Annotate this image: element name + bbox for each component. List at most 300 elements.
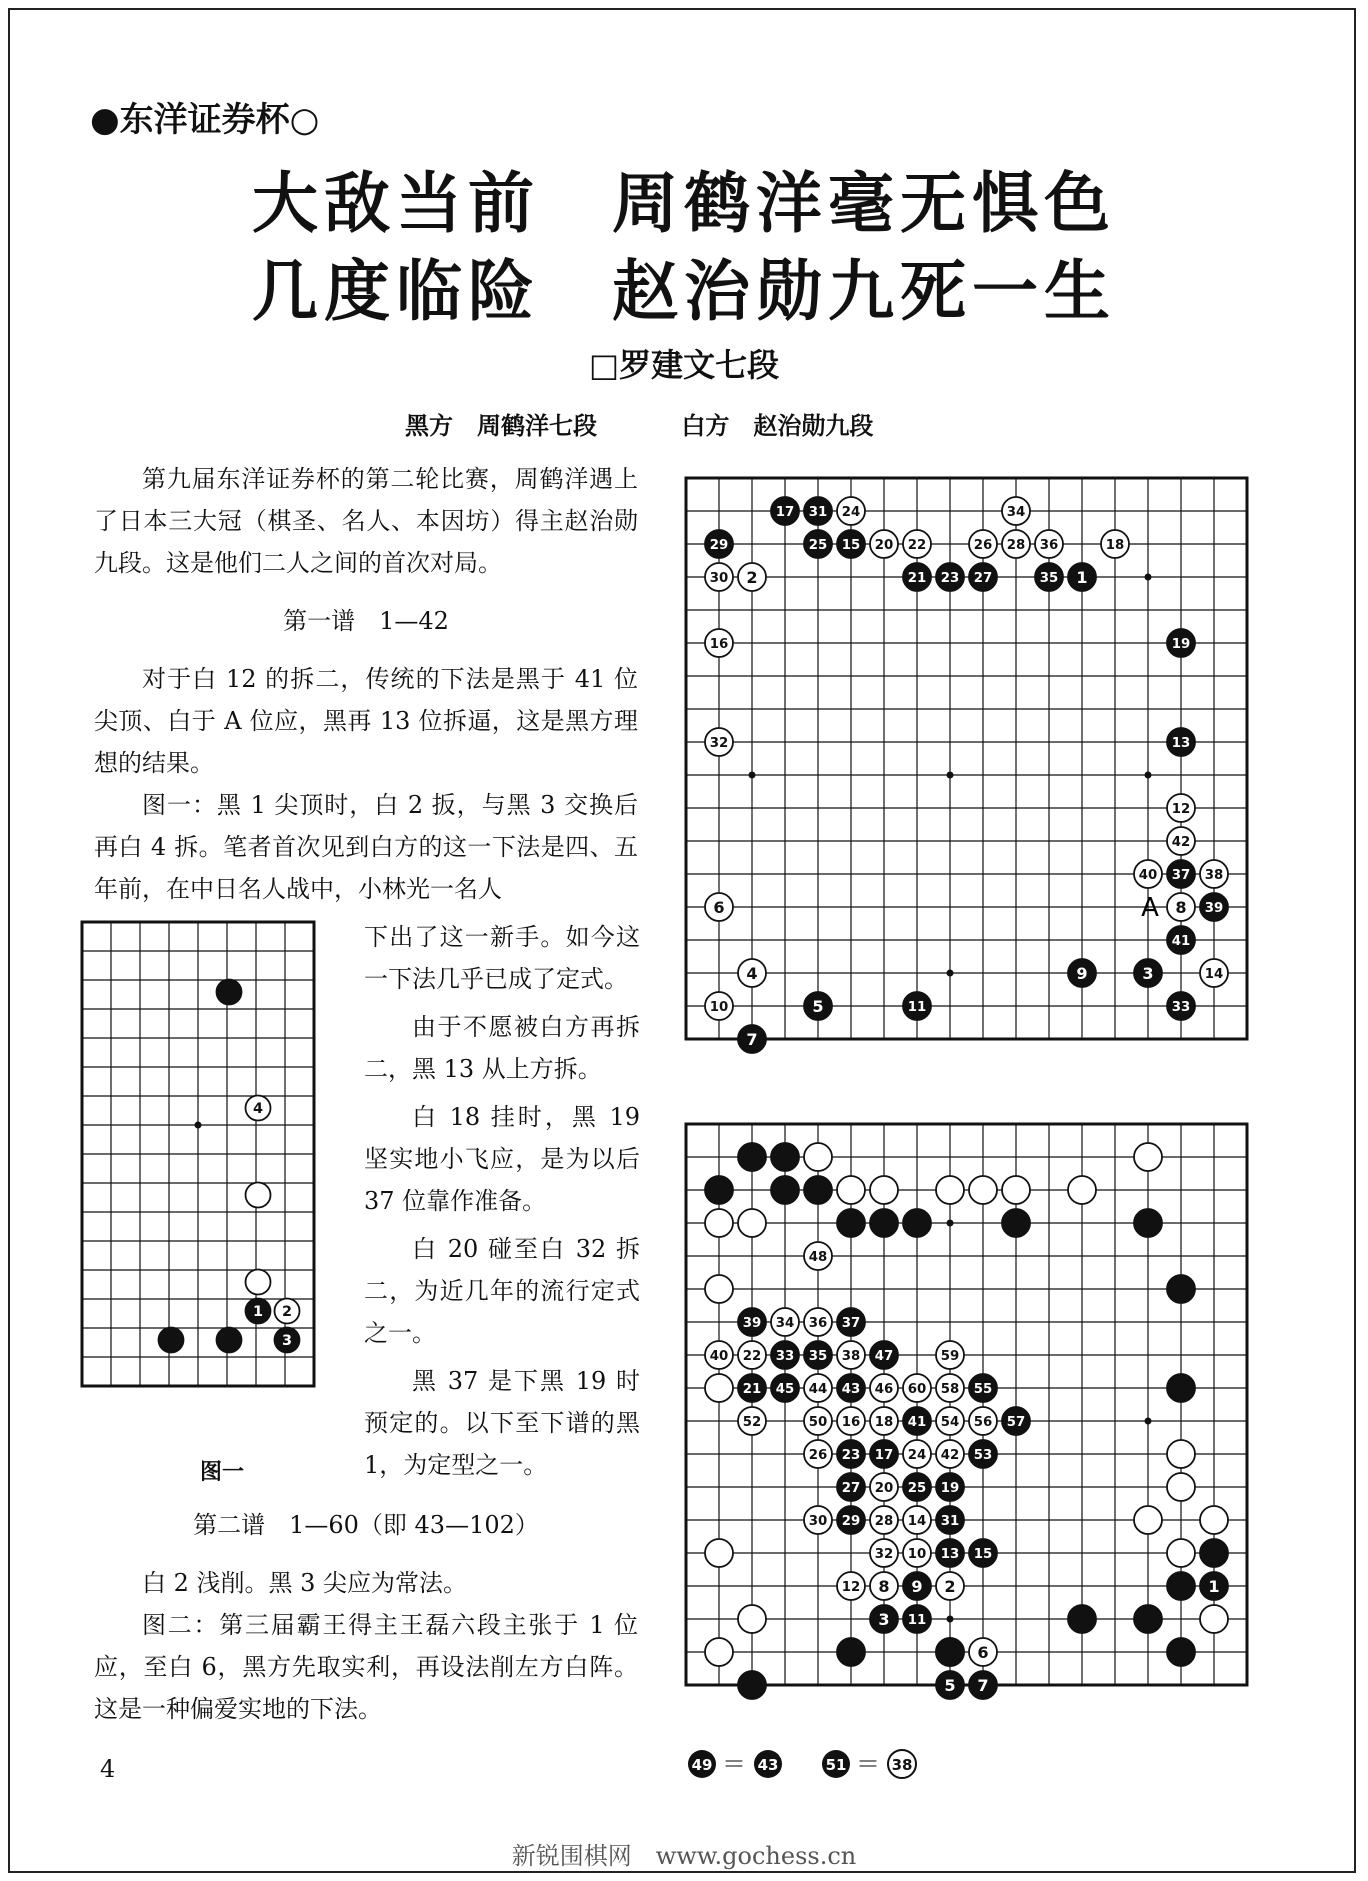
diagram-2-stone xyxy=(1167,1539,1195,1567)
diagram-2-stone xyxy=(837,1572,865,1600)
diagram-1-stone xyxy=(837,530,865,558)
diagram-2-stone xyxy=(804,1176,832,1204)
diagram-2-stone xyxy=(903,1407,931,1435)
move-number: 6 xyxy=(713,897,725,917)
diagram-1-stone xyxy=(1200,893,1228,921)
move-number: 26 xyxy=(973,537,993,553)
diagram-2-stone xyxy=(870,1473,898,1501)
diagram-2-stone xyxy=(936,1539,964,1567)
move-number: 6 xyxy=(977,1642,989,1662)
black-stone xyxy=(1068,1605,1096,1633)
move-number: 32 xyxy=(709,735,729,751)
footer-watermark: 新锐围棋网 www.gochess.cn xyxy=(511,1842,857,1870)
move-number: 46 xyxy=(874,1381,894,1397)
move-number: 56 xyxy=(973,1414,993,1430)
move-number: 40 xyxy=(709,1348,729,1364)
star-point xyxy=(947,970,954,977)
diagram-2-stone xyxy=(1200,1539,1228,1567)
move-number: 26 xyxy=(808,1447,828,1463)
diagram-2-stone xyxy=(969,1638,997,1666)
diagram-2-stone xyxy=(738,1374,766,1402)
diagram-2-stone xyxy=(705,1638,733,1666)
white-stone xyxy=(1167,1440,1195,1468)
column-tag: ●东洋证券杯○ xyxy=(90,100,320,140)
note-2 xyxy=(822,1750,916,1778)
diagram-2-board xyxy=(684,1122,1284,1718)
move-number: 60 xyxy=(907,1381,927,1397)
move-number: 39 xyxy=(1204,900,1224,916)
black-stone xyxy=(936,1638,964,1666)
move-number: 33 xyxy=(775,1348,795,1364)
move-number: 45 xyxy=(775,1381,795,1397)
diagram-2-stone xyxy=(837,1176,865,1204)
diagram-2-stone xyxy=(870,1176,898,1204)
move-number: 34 xyxy=(775,1315,795,1331)
diagram-1-stone xyxy=(705,893,733,921)
move-number: 2 xyxy=(746,567,758,587)
diagram-1-stone xyxy=(837,497,865,525)
diagram-2-stone xyxy=(705,1539,733,1567)
white-stone xyxy=(1200,1605,1228,1633)
diagram-2-stone xyxy=(903,1209,931,1237)
diagram-1-stone xyxy=(1035,563,1063,591)
move-number: 7 xyxy=(977,1675,989,1695)
diagram-2-stone xyxy=(705,1209,733,1237)
white-stone xyxy=(969,1176,997,1204)
diagram-2-stone xyxy=(1167,1473,1195,1501)
white-stone xyxy=(705,1374,733,1402)
move-number: 10 xyxy=(907,1546,927,1562)
white-stone xyxy=(246,1270,271,1295)
figure-1-caption: 图一 xyxy=(200,1460,245,1485)
figure-1-stone xyxy=(275,1328,300,1353)
move-number: 53 xyxy=(973,1447,993,1463)
black-player: 黑方 周鹤洋七段 xyxy=(405,412,597,440)
diagram-2-stone xyxy=(738,1209,766,1237)
move-number: 18 xyxy=(1105,537,1125,553)
diagram-2-stone xyxy=(903,1572,931,1600)
black-stone xyxy=(837,1209,865,1237)
black-stone xyxy=(837,1638,865,1666)
move-number: 20 xyxy=(874,1480,894,1496)
white-player: 白方 赵治勋九段 xyxy=(681,412,874,440)
star-point xyxy=(1145,772,1152,779)
move-number: 2 xyxy=(281,1304,293,1321)
diagram-1-stone xyxy=(1200,959,1228,987)
diagram-1-stone xyxy=(1068,563,1096,591)
diagram-2-stone xyxy=(1200,1572,1228,1600)
white-stone xyxy=(246,1183,271,1208)
diagram-2-stone xyxy=(837,1638,865,1666)
move-number: 31 xyxy=(808,504,828,520)
move-number: 57 xyxy=(1006,1414,1026,1430)
diagram-2-stone xyxy=(870,1341,898,1369)
white-stone xyxy=(738,1209,766,1237)
diagram-2-stone xyxy=(837,1506,865,1534)
black-stone xyxy=(1167,1638,1195,1666)
article-column-top xyxy=(94,458,638,910)
white-stone xyxy=(738,1605,766,1633)
paragraph-1: 对于白 12 的拆二，传统的下法是黑于 41 位尖顶、白于 A 位应，黑再 13 位拆逼，这是黑方理想的结果。 xyxy=(94,665,638,777)
board-border xyxy=(686,1124,1247,1685)
move-number: 38 xyxy=(841,1348,861,1364)
black-stone xyxy=(159,1328,184,1353)
move-number: 14 xyxy=(907,1513,927,1529)
move-notes xyxy=(684,1744,944,1784)
diagram-2-stone xyxy=(837,1341,865,1369)
star-point xyxy=(195,1122,202,1129)
note-1-move-b: 43 xyxy=(757,1756,779,1774)
move-number: 41 xyxy=(1171,933,1191,949)
move-number: 55 xyxy=(973,1381,993,1397)
white-stone xyxy=(837,1176,865,1204)
diagram-1-stone xyxy=(705,629,733,657)
move-number: 9 xyxy=(1076,963,1088,983)
note-2-move-b: 38 xyxy=(891,1756,913,1774)
paragraph-2-continued: 下出了这一新手。如今这一下法几乎已成了定式。 xyxy=(364,923,640,993)
diagram-2-stone xyxy=(1167,1275,1195,1303)
move-number: 18 xyxy=(874,1414,894,1430)
move-number: 7 xyxy=(746,1029,758,1049)
diagram-2-stone xyxy=(771,1341,799,1369)
move-number: 4 xyxy=(252,1101,264,1118)
headline-line-1: 大敌当前 周鹤洋毫无惧色 xyxy=(252,165,1116,242)
move-number: 11 xyxy=(907,999,927,1015)
move-number: 48 xyxy=(808,1249,828,1265)
diagram-2-stone xyxy=(936,1638,964,1666)
diagram-2-stone xyxy=(969,1671,997,1699)
diagram-2-stone xyxy=(1167,1440,1195,1468)
diagram-2-stone xyxy=(738,1143,766,1171)
move-number: 36 xyxy=(808,1315,828,1331)
paragraph-5: 白 20 碰至白 32 拆二，为近几年的流行定式之一。 xyxy=(364,1235,640,1347)
diagram-2-stone xyxy=(771,1308,799,1336)
diagram-2-stone xyxy=(1134,1506,1162,1534)
article-column-bottom xyxy=(94,1504,638,1730)
paragraph-7: 白 2 浅削。黑 3 尖应为常法。 xyxy=(142,1569,468,1597)
note-2-move-a: 51 xyxy=(825,1756,847,1774)
white-stone xyxy=(1068,1176,1096,1204)
move-number: 16 xyxy=(709,636,729,652)
figure-1-stone xyxy=(246,1096,271,1121)
diagram-1-stone xyxy=(705,992,733,1020)
diagram-2-stone xyxy=(1002,1209,1030,1237)
move-number: 8 xyxy=(1175,897,1187,917)
diagram-1-stone xyxy=(1035,530,1063,558)
black-stone xyxy=(738,1143,766,1171)
diagram-2-stone xyxy=(936,1506,964,1534)
move-number: 17 xyxy=(775,504,795,520)
white-stone xyxy=(1134,1143,1162,1171)
diagram-1-stone xyxy=(1167,827,1195,855)
black-stone xyxy=(1167,1275,1195,1303)
diagram-2-stone xyxy=(1002,1176,1030,1204)
diagram-2-stone xyxy=(936,1572,964,1600)
diagram-2-stone xyxy=(936,1176,964,1204)
white-stone xyxy=(1134,1506,1162,1534)
black-stone xyxy=(903,1209,931,1237)
move-number: 20 xyxy=(874,537,894,553)
move-number: 1 xyxy=(1208,1576,1220,1596)
diagram-2-stone xyxy=(969,1176,997,1204)
white-stone xyxy=(1167,1473,1195,1501)
diagram-1-stone xyxy=(870,530,898,558)
figure-1-stone xyxy=(217,1328,242,1353)
move-number: 1 xyxy=(1076,567,1088,587)
figure-1-stone xyxy=(217,980,242,1005)
figure-1-stone xyxy=(246,1183,271,1208)
move-number: 25 xyxy=(907,1480,927,1496)
diagram-2-stone xyxy=(1134,1143,1162,1171)
figure-1-board xyxy=(80,920,340,1450)
move-number: 12 xyxy=(841,1579,861,1595)
black-stone xyxy=(217,980,242,1005)
diagram-2-stone xyxy=(870,1506,898,1534)
move-number: 19 xyxy=(1171,636,1191,652)
move-number: 2 xyxy=(944,1576,956,1596)
diagram-1-stone xyxy=(804,497,832,525)
diagram-2-stone xyxy=(1068,1605,1096,1633)
diagram-2-stone xyxy=(705,1275,733,1303)
page-number: 4 xyxy=(100,1755,116,1783)
diagram-2-stone xyxy=(903,1539,931,1567)
white-stone xyxy=(936,1176,964,1204)
diagram-2-stone xyxy=(705,1341,733,1369)
black-stone xyxy=(804,1176,832,1204)
paragraph-6: 黑 37 是下黑 19 时预定的。以下至下谱的黑 1，为定型之一。 xyxy=(364,1367,640,1479)
move-number: 40 xyxy=(1138,867,1158,883)
diagram-1-stone xyxy=(1167,893,1195,921)
diagram-2-stone xyxy=(1167,1572,1195,1600)
move-number: 21 xyxy=(907,570,927,586)
figure-1-stone xyxy=(159,1328,184,1353)
diagram-1-stone xyxy=(1167,794,1195,822)
black-stone xyxy=(1134,1209,1162,1237)
diagram-2-stone xyxy=(936,1473,964,1501)
diagram-2-stone xyxy=(936,1407,964,1435)
star-point xyxy=(947,1220,954,1227)
black-stone xyxy=(1200,1539,1228,1567)
diagram-2-stone xyxy=(969,1374,997,1402)
diagram-2-stone xyxy=(903,1605,931,1633)
diagram-2-stone xyxy=(936,1671,964,1699)
diagram-1-stone xyxy=(1002,497,1030,525)
diagram-2-stone xyxy=(837,1440,865,1468)
white-stone xyxy=(1002,1176,1030,1204)
diagram-1-stone xyxy=(705,530,733,558)
diagram-2-stone xyxy=(837,1308,865,1336)
diagram-1-stone xyxy=(903,992,931,1020)
move-number: 10 xyxy=(709,999,729,1015)
diagram-2-stone xyxy=(771,1143,799,1171)
article-column-narrow xyxy=(364,916,640,1486)
move-number: 17 xyxy=(874,1447,894,1463)
intro-paragraph: 第九届东洋证券杯的第二轮比赛，周鹤洋遇上了日本三大冠（棋圣、名人、本因坊）得主赵治勋九段。这是他们二人之间的首次对局。 xyxy=(94,465,638,577)
diagram-2-stone xyxy=(903,1374,931,1402)
move-number: 42 xyxy=(940,1447,960,1463)
section-1-heading: 第一谱 1—42 xyxy=(283,607,449,635)
move-number: 29 xyxy=(709,537,729,553)
black-stone xyxy=(1002,1209,1030,1237)
white-stone xyxy=(804,1143,832,1171)
paragraph-8: 图二：第三届霸王得主王磊六段主张于 1 位应，至白 6，黑方先取实利，再设法削左方白阵。这是一种偏爱实地的下法。 xyxy=(94,1611,638,1723)
move-number: 44 xyxy=(808,1381,828,1397)
headline-line-2: 几度临险 赵治勋九死一生 xyxy=(252,253,1116,330)
diagram-1-stone xyxy=(1167,926,1195,954)
diagram-1-stone xyxy=(1200,860,1228,888)
diagram-1-stone xyxy=(705,563,733,591)
move-number: 54 xyxy=(940,1414,960,1430)
diagram-2-stone xyxy=(1200,1506,1228,1534)
diagram-2-stone xyxy=(837,1407,865,1435)
diagram-2-stone xyxy=(936,1341,964,1369)
move-number: 35 xyxy=(808,1348,828,1364)
note-2-equals: ＝ xyxy=(856,1750,880,1778)
diagram-1-stone xyxy=(1068,959,1096,987)
diagram-1-stone xyxy=(903,563,931,591)
move-number: 5 xyxy=(944,1675,956,1695)
move-number: 47 xyxy=(874,1348,894,1364)
white-stone xyxy=(705,1209,733,1237)
diagram-1-stone xyxy=(1101,530,1129,558)
move-number: 11 xyxy=(907,1612,927,1628)
diagram-1-stone xyxy=(804,530,832,558)
section-2-heading: 第二谱 1—60（即 43—102） xyxy=(193,1511,539,1539)
paragraph-4: 白 18 挂时，黑 19 坚实地小飞应，是为以后 37 位靠作准备。 xyxy=(364,1103,640,1215)
black-stone xyxy=(1167,1572,1195,1600)
move-number: 3 xyxy=(1142,963,1154,983)
diagram-2-stone xyxy=(1002,1407,1030,1435)
diagram-1-stone xyxy=(936,563,964,591)
move-number: 33 xyxy=(1171,999,1191,1015)
diagram-2-stone xyxy=(870,1407,898,1435)
diagram-1-stone xyxy=(1167,728,1195,756)
move-number: 23 xyxy=(940,570,960,586)
diagram-2-stone xyxy=(969,1440,997,1468)
move-number: 34 xyxy=(1006,504,1026,520)
move-number: 14 xyxy=(1204,966,1224,982)
diagram-2-stone xyxy=(738,1341,766,1369)
diagram-2-stone xyxy=(870,1605,898,1633)
star-point xyxy=(947,1616,954,1623)
star-point xyxy=(1145,574,1152,581)
move-number: 21 xyxy=(742,1381,762,1397)
paragraph-3: 由于不愿被白方再拆二，黑 13 从上方拆。 xyxy=(364,1013,640,1083)
move-number: 22 xyxy=(907,537,927,553)
note-1 xyxy=(688,1750,782,1778)
move-number: 13 xyxy=(1171,735,1191,751)
diagram-1-stone xyxy=(969,563,997,591)
diagram-1-stone xyxy=(804,992,832,1020)
diagram-2-stone xyxy=(804,1440,832,1468)
move-number: 3 xyxy=(878,1609,890,1629)
figure-1-stone xyxy=(246,1270,271,1295)
move-number: 15 xyxy=(841,537,861,553)
move-number: 58 xyxy=(940,1381,960,1397)
move-number: 13 xyxy=(940,1546,960,1562)
diagram-1-stone xyxy=(705,728,733,756)
diagram-2-stone xyxy=(870,1209,898,1237)
diagram-2-stone xyxy=(804,1407,832,1435)
diagram-1-stone xyxy=(738,1025,766,1053)
move-number: 32 xyxy=(874,1546,894,1562)
star-point xyxy=(947,772,954,779)
diagram-2-stone xyxy=(804,1308,832,1336)
star-point xyxy=(1145,1418,1152,1425)
move-number: 28 xyxy=(1006,537,1026,553)
black-stone xyxy=(870,1209,898,1237)
diagram-1-stone xyxy=(771,497,799,525)
black-stone xyxy=(738,1671,766,1699)
diagram-1-stone xyxy=(738,959,766,987)
diagram-2-stone xyxy=(903,1473,931,1501)
move-number: 12 xyxy=(1171,801,1191,817)
move-number: 30 xyxy=(709,570,729,586)
move-number: 36 xyxy=(1039,537,1059,553)
diagram-2-stone xyxy=(870,1539,898,1567)
diagram-2-stone xyxy=(903,1440,931,1468)
white-stone xyxy=(1167,1539,1195,1567)
diagram-1-stone xyxy=(903,530,931,558)
note-1-equals: ＝ xyxy=(722,1750,746,1778)
move-number: 38 xyxy=(1204,867,1224,883)
move-number: 16 xyxy=(841,1414,861,1430)
move-number: 42 xyxy=(1171,834,1191,850)
diagram-2-stone xyxy=(936,1374,964,1402)
move-number: 50 xyxy=(808,1414,828,1430)
player-line xyxy=(405,406,913,441)
move-number: 9 xyxy=(911,1576,923,1596)
diagram-2-stone xyxy=(804,1143,832,1171)
diagram-2-stone xyxy=(1134,1605,1162,1633)
move-number: 59 xyxy=(940,1348,960,1364)
black-stone xyxy=(1134,1605,1162,1633)
move-number: 52 xyxy=(742,1414,762,1430)
move-number: 25 xyxy=(808,537,828,553)
diagram-1-stone xyxy=(738,563,766,591)
white-stone xyxy=(705,1275,733,1303)
move-number: 1 xyxy=(252,1304,264,1321)
white-stone xyxy=(870,1176,898,1204)
diagram-2-stone xyxy=(837,1374,865,1402)
move-number: 3 xyxy=(281,1333,293,1350)
diagram-2-stone xyxy=(738,1407,766,1435)
move-number: 27 xyxy=(973,570,993,586)
diagram-2-stone xyxy=(804,1506,832,1534)
diagram-1-stone xyxy=(1167,860,1195,888)
diagram-1-stone xyxy=(1002,530,1030,558)
move-number: 24 xyxy=(841,504,861,520)
diagram-1-stone xyxy=(1134,860,1162,888)
diagram-2-stone xyxy=(804,1242,832,1270)
diagram-2-stone xyxy=(870,1440,898,1468)
note-1-move-a: 49 xyxy=(691,1756,713,1774)
diagram-2-stone xyxy=(1134,1209,1162,1237)
diagram-2-stone xyxy=(969,1407,997,1435)
diagram-2-stone xyxy=(738,1308,766,1336)
author-byline: □罗建文七段 xyxy=(588,346,780,384)
black-stone xyxy=(217,1328,242,1353)
black-stone xyxy=(771,1143,799,1171)
diagram-2-stone xyxy=(1167,1374,1195,1402)
move-number: 29 xyxy=(841,1513,861,1529)
diagram-1-stone xyxy=(1134,959,1162,987)
move-number: 19 xyxy=(940,1480,960,1496)
move-number: 27 xyxy=(841,1480,861,1496)
move-number: 5 xyxy=(812,996,824,1016)
move-number: 28 xyxy=(874,1513,894,1529)
black-stone xyxy=(705,1176,733,1204)
